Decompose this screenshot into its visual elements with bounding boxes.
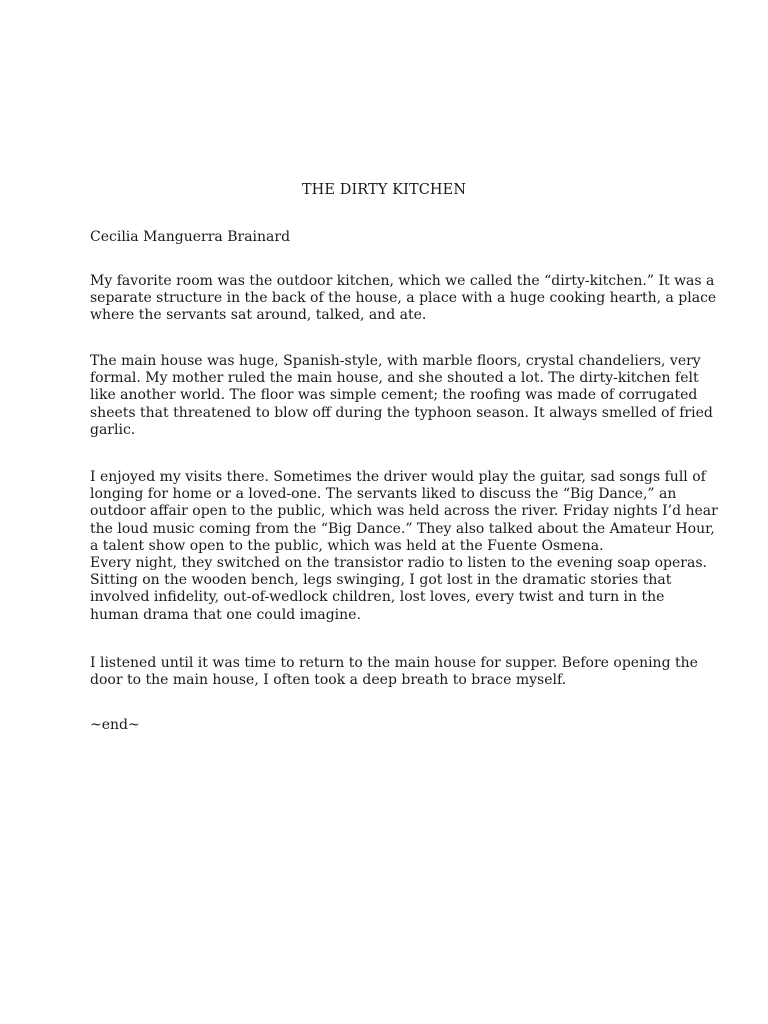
author-name: Cecilia Manguerra Brainard bbox=[90, 229, 291, 245]
paragraph-line: The main house was huge, Spanish-style, with marble floors, crystal chandeliers, very bbox=[90, 353, 701, 369]
paragraph-line: like another world. The floor was simple cement; the roofing was made of corrugated bbox=[90, 387, 698, 404]
paragraph-line: sheets that threatened to blow off during the typhoon season. It always smelled of fried bbox=[90, 404, 713, 421]
paragraph-line: a talent show open to the public, which was held at the Fuente Osmena. bbox=[90, 537, 604, 554]
paragraph-line: My favorite room was the outdoor kitchen, which we called the “dirty-kitchen.” It was a bbox=[90, 273, 715, 289]
paragraph-3 bbox=[90, 469, 718, 624]
paragraph-line: separate structure in the back of the house, a place with a huge cooking hearth, a place bbox=[90, 290, 717, 307]
paragraph-line: outdoor affair open to the public, which was held across the river. Friday nights I’d hear bbox=[90, 503, 718, 520]
paragraph-line: involved infidelity, out-of-wedlock children, lost loves, every twist and turn in the bbox=[90, 589, 665, 606]
end-marker: ~end~ bbox=[90, 717, 140, 733]
paragraph-line: Sitting on the wooden bench, legs swinging, I got lost in the dramatic stories that bbox=[90, 572, 672, 589]
paragraph-line: I enjoyed my visits there. Sometimes the driver would play the guitar, sad songs full of bbox=[90, 469, 706, 485]
paragraph-2 bbox=[90, 353, 713, 439]
paragraph-line: I listened until it was time to return to the main house for supper. Before opening the bbox=[90, 655, 698, 671]
document-title: THE DIRTY KITCHEN bbox=[301, 182, 467, 198]
paragraph-line: longing for home or a loved-one. The servants liked to discuss the “Big Dance,” an bbox=[90, 486, 677, 503]
paragraph-line: door to the main house, I often took a deep breath to brace myself. bbox=[90, 672, 567, 689]
paragraph-line: Every night, they switched on the transistor radio to listen to the evening soap operas. bbox=[90, 555, 707, 572]
paragraph-line: where the servants sat around, talked, and ate. bbox=[90, 307, 427, 324]
paragraph-line: the loud music coming from the “Big Dance.” They also talked about the Amateur Hour, bbox=[90, 520, 715, 537]
paragraph-line: human drama that one could imagine. bbox=[90, 606, 361, 623]
paragraph-4 bbox=[90, 655, 698, 689]
paragraph-line: formal. My mother ruled the main house, and she shouted a lot. The dirty-kitchen felt bbox=[90, 370, 699, 387]
paragraph-1 bbox=[90, 273, 717, 325]
paragraph-line: garlic. bbox=[90, 421, 136, 438]
